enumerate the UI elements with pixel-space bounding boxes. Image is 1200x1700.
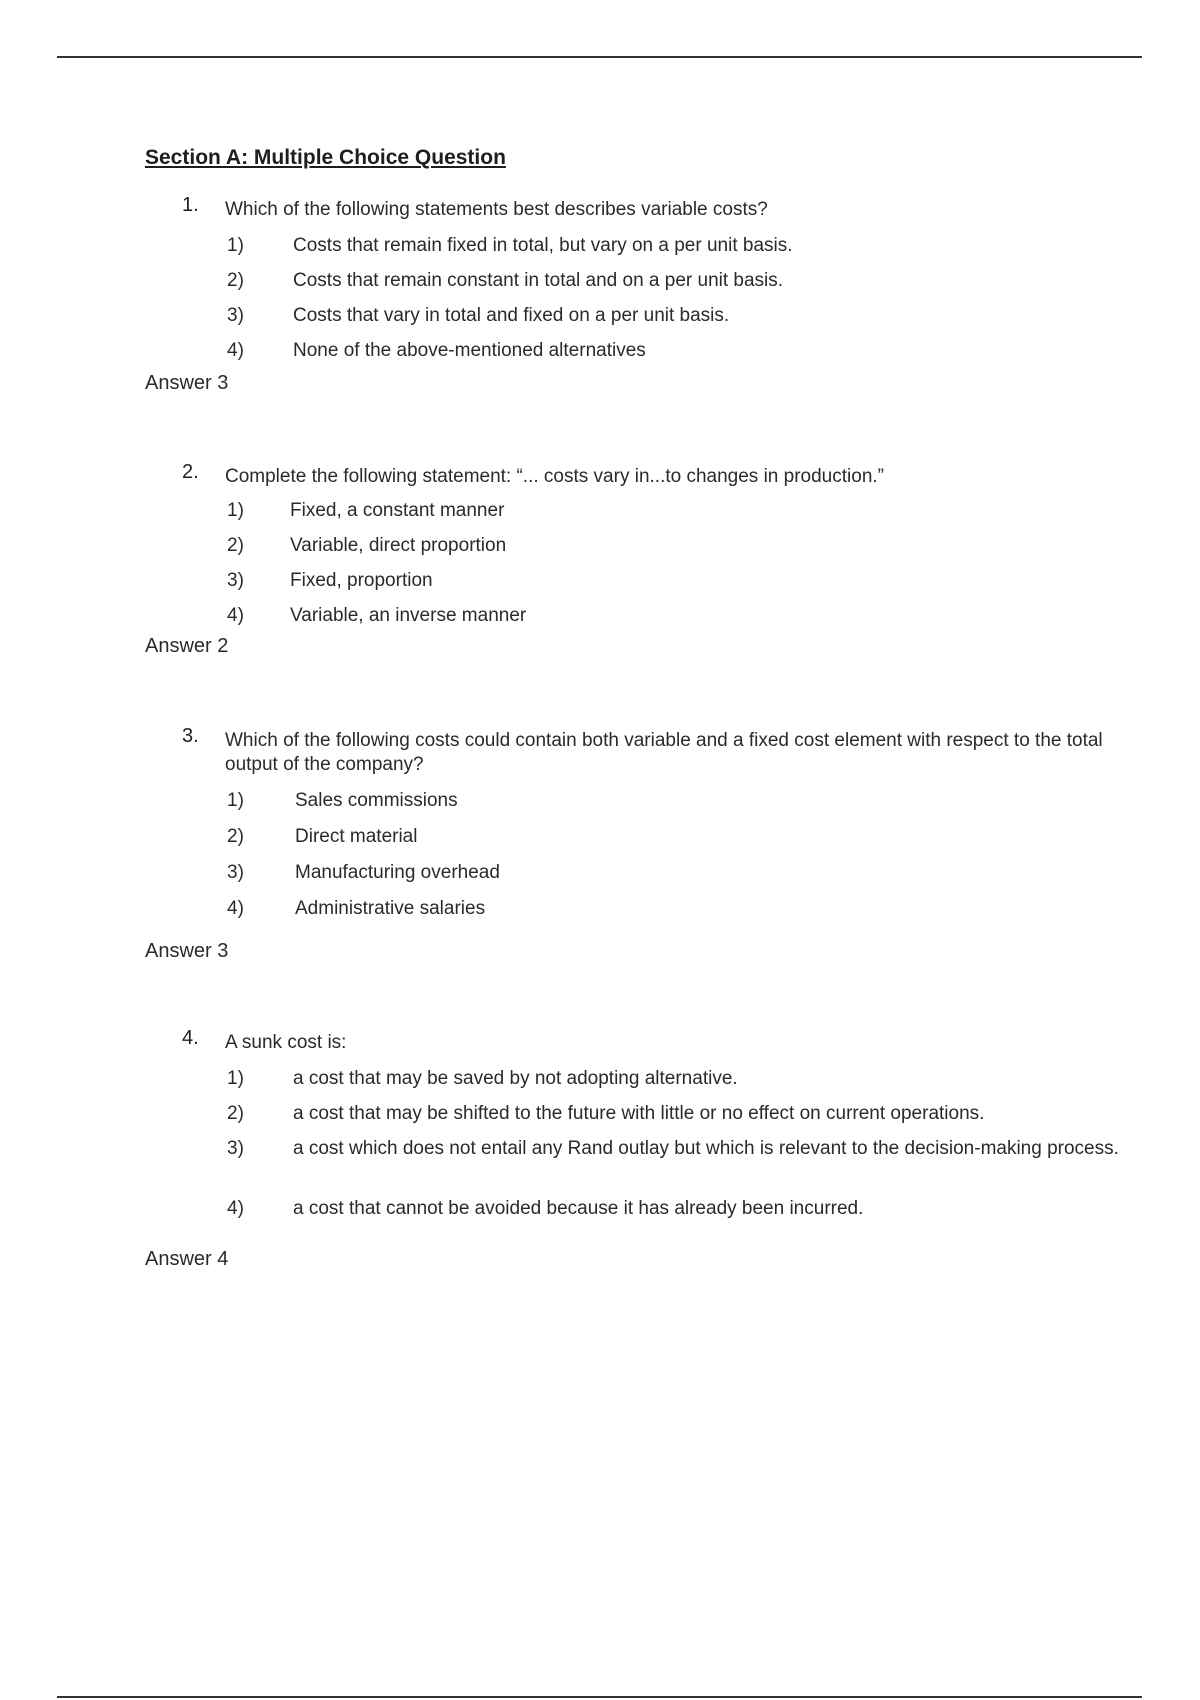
option-number: 1) bbox=[227, 235, 244, 256]
option-number: 4) bbox=[227, 1198, 244, 1219]
question-header bbox=[145, 461, 1145, 491]
option-number: 2) bbox=[227, 826, 244, 847]
option-text: Fixed, proportion bbox=[290, 570, 433, 591]
option-number: 3) bbox=[227, 862, 244, 883]
question-number: 3. bbox=[182, 725, 199, 747]
question-4 bbox=[145, 1027, 1145, 1270]
question-text: Complete the following statement: “... costs vary in...to changes in production.” bbox=[225, 466, 884, 487]
option-text: a cost that may be shifted to the future with little or no effect on current operations. bbox=[293, 1103, 985, 1124]
question-2 bbox=[145, 461, 1145, 657]
option-number: 3) bbox=[227, 1138, 244, 1159]
question-header bbox=[145, 725, 1145, 775]
answer-label: Answer 4 bbox=[145, 1248, 229, 1270]
option-text: a cost that may be saved by not adopting alternative. bbox=[293, 1068, 738, 1089]
question-number: 1. bbox=[182, 194, 199, 216]
section-title: Section A: Multiple Choice Question bbox=[145, 146, 506, 169]
option-text: Sales commissions bbox=[295, 790, 458, 811]
option-text: None of the above-mentioned alternatives bbox=[293, 340, 646, 361]
footer-rule bbox=[57, 1696, 1142, 1698]
question-header bbox=[145, 1027, 1145, 1057]
option-number: 3) bbox=[227, 570, 244, 591]
option-number: 4) bbox=[227, 898, 244, 919]
option-text: Costs that remain fixed in total, but vary on a per unit basis. bbox=[293, 235, 793, 256]
option-number: 4) bbox=[227, 340, 244, 361]
question-text: Which of the following costs could contain both variable and a fixed cost element with respect to the total output of the company? bbox=[225, 730, 1103, 775]
option-text: Variable, an inverse manner bbox=[290, 605, 527, 626]
option-text: a cost which does not entail any Rand outlay but which is relevant to the decision-making process. bbox=[293, 1138, 1119, 1159]
header-rule bbox=[57, 56, 1142, 58]
option-text: Fixed, a constant manner bbox=[290, 500, 505, 521]
option-text: a cost that cannot be avoided because it has already been incurred. bbox=[293, 1198, 864, 1219]
question-text: A sunk cost is: bbox=[225, 1032, 347, 1053]
option-number: 1) bbox=[227, 790, 244, 811]
question-number: 2. bbox=[182, 461, 199, 483]
option-text: Costs that remain constant in total and on a per unit basis. bbox=[293, 270, 784, 291]
option-text: Administrative salaries bbox=[295, 898, 486, 919]
option-text: Costs that vary in total and fixed on a per unit basis. bbox=[293, 305, 730, 326]
question-3 bbox=[145, 725, 1145, 962]
option-number: 1) bbox=[227, 500, 244, 521]
answer-label: Answer 3 bbox=[145, 940, 229, 962]
option-number: 1) bbox=[227, 1068, 244, 1089]
option-number: 2) bbox=[227, 535, 244, 556]
option-text: Direct material bbox=[295, 826, 418, 847]
option-number: 3) bbox=[227, 305, 244, 326]
option-number: 2) bbox=[227, 270, 244, 291]
question-1 bbox=[145, 194, 1145, 394]
answer-label: Answer 3 bbox=[145, 372, 229, 394]
question-text: Which of the following statements best describes variable costs? bbox=[225, 199, 768, 220]
answer-label: Answer 2 bbox=[145, 635, 229, 657]
option-text: Manufacturing overhead bbox=[295, 862, 500, 883]
question-number: 4. bbox=[182, 1027, 199, 1049]
option-number: 4) bbox=[227, 605, 244, 626]
option-text: Variable, direct proportion bbox=[290, 535, 507, 556]
option-number: 2) bbox=[227, 1103, 244, 1124]
question-header bbox=[145, 194, 1145, 224]
